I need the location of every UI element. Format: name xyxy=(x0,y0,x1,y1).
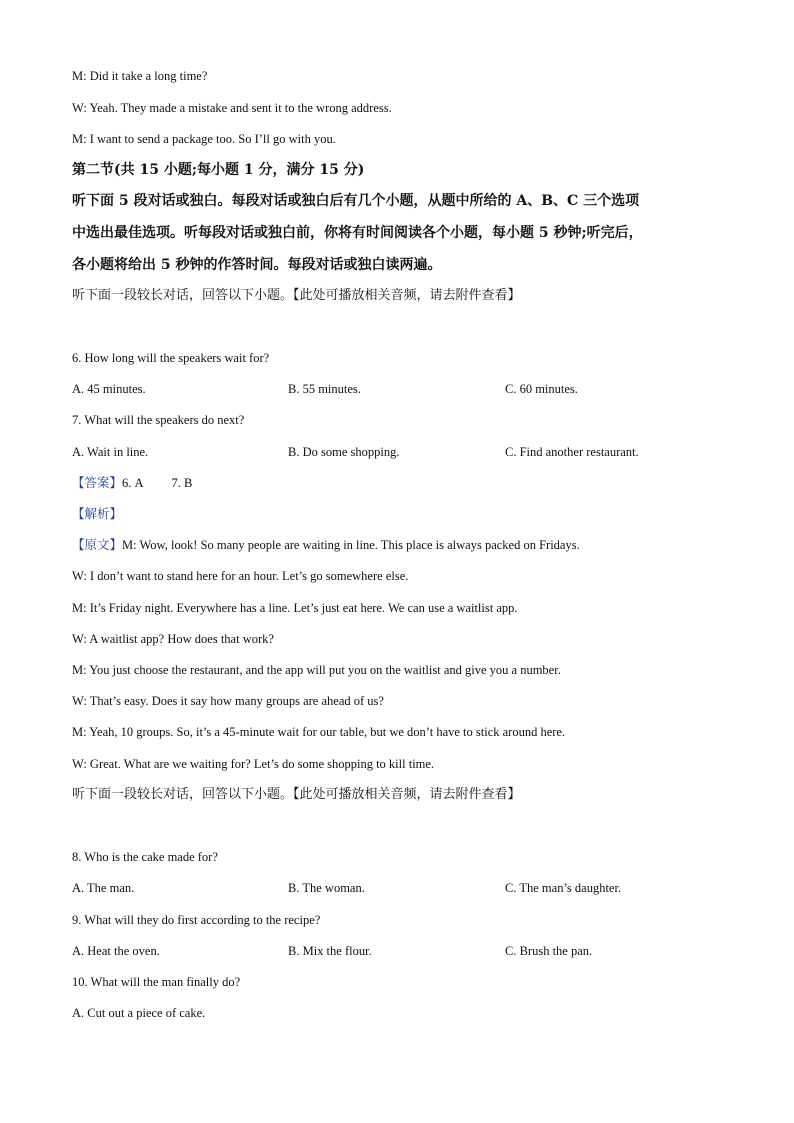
question-10-option-a: A. Cut out a piece of cake. xyxy=(72,1006,206,1020)
dialogue-line-3: M: I want to send a package too. So I’ll go with you. xyxy=(72,132,336,146)
script-line-4: W: A waitlist app? How does that work? xyxy=(72,632,274,646)
question-8-option-c: C. The man’s daughter. xyxy=(505,881,622,895)
question-9-option-b: B. Mix the flour. xyxy=(288,944,372,958)
listen-note-2: 听下面一段较长对话，回答以下小题。【此处可播放相关音频，请去附件查看】 xyxy=(72,787,521,802)
script-label: 【原文】 xyxy=(72,537,123,552)
script-line-1 xyxy=(72,537,580,553)
question-6-stem: 6. How long will the speakers wait for? xyxy=(72,351,270,365)
question-9-stem: 9. What will they do first according to the recipe? xyxy=(72,913,321,927)
script-line-8: W: Great. What are we waiting for? Let’s do some shopping to kill time. xyxy=(72,757,435,771)
question-6-option-b: B. 55 minutes. xyxy=(288,382,361,396)
answer-line xyxy=(72,475,192,491)
script-line-6: W: That’s easy. Does it say how many groups are ahead of us? xyxy=(72,694,384,708)
question-8-stem: 8. Who is the cake made for? xyxy=(72,850,218,864)
script-line-2: W: I don’t want to stand here for an hour. Let’s go somewhere else. xyxy=(72,569,409,583)
question-7-option-c: C. Find another restaurant. xyxy=(505,445,639,459)
answer-7: 7. B xyxy=(171,476,193,490)
analysis-label: 【解析】 xyxy=(72,506,123,521)
question-6-option-a: A. 45 minutes. xyxy=(72,382,146,396)
dialogue-line-1: M: Did it take a long time? xyxy=(72,69,208,83)
script-text-1: M: Wow, look! So many people are waiting in line. This place is always packed on Fridays. xyxy=(122,538,580,552)
answer-label: 【答案】 xyxy=(72,475,123,490)
question-7-option-a: A. Wait in line. xyxy=(72,445,149,459)
section-heading: 第二节(共 15 小题;每小题 1 分，满分 15 分) xyxy=(72,162,365,178)
question-8-option-a: A. The man. xyxy=(72,881,135,895)
question-7-option-b: B. Do some shopping. xyxy=(288,445,400,459)
script-line-7: M: Yeah, 10 groups. So, it’s a 45-minute wait for our table, but we don’t have to stick around here. xyxy=(72,725,566,739)
section-instruction-3: 各小题将给出 5 秒钟的作答时间。每段对话或独白读两遍。 xyxy=(72,257,442,273)
question-9-option-a: A. Heat the oven. xyxy=(72,944,160,958)
listen-note-1: 听下面一段较长对话，回答以下小题。【此处可播放相关音频，请去附件查看】 xyxy=(72,288,521,303)
script-line-3: M: It’s Friday night. Everywhere has a line. Let’s just eat here. We can use a waitlist app. xyxy=(72,601,518,615)
question-6-option-c: C. 60 minutes. xyxy=(505,382,578,396)
section-instruction-1: 听下面 5 段对话或独白。每段对话或独白后有几个小题，从题中所给的 A、B、C 三个选项 xyxy=(72,193,640,209)
script-line-5: M: You just choose the restaurant, and the app will put you on the waitlist and give you a number. xyxy=(72,663,561,677)
question-7-stem: 7. What will the speakers do next? xyxy=(72,413,245,427)
question-10-stem: 10. What will the man finally do? xyxy=(72,975,241,989)
question-8-option-b: B. The woman. xyxy=(288,881,365,895)
answer-6: 6. A xyxy=(122,476,144,490)
section-instruction-2: 中选出最佳选项。听每段对话或独白前，你将有时间阅读各个小题，每小题 5 秒钟;听完后， xyxy=(72,225,643,241)
dialogue-line-2: W: Yeah. They made a mistake and sent it to the wrong address. xyxy=(72,101,392,115)
question-9-option-c: C. Brush the pan. xyxy=(505,944,593,958)
